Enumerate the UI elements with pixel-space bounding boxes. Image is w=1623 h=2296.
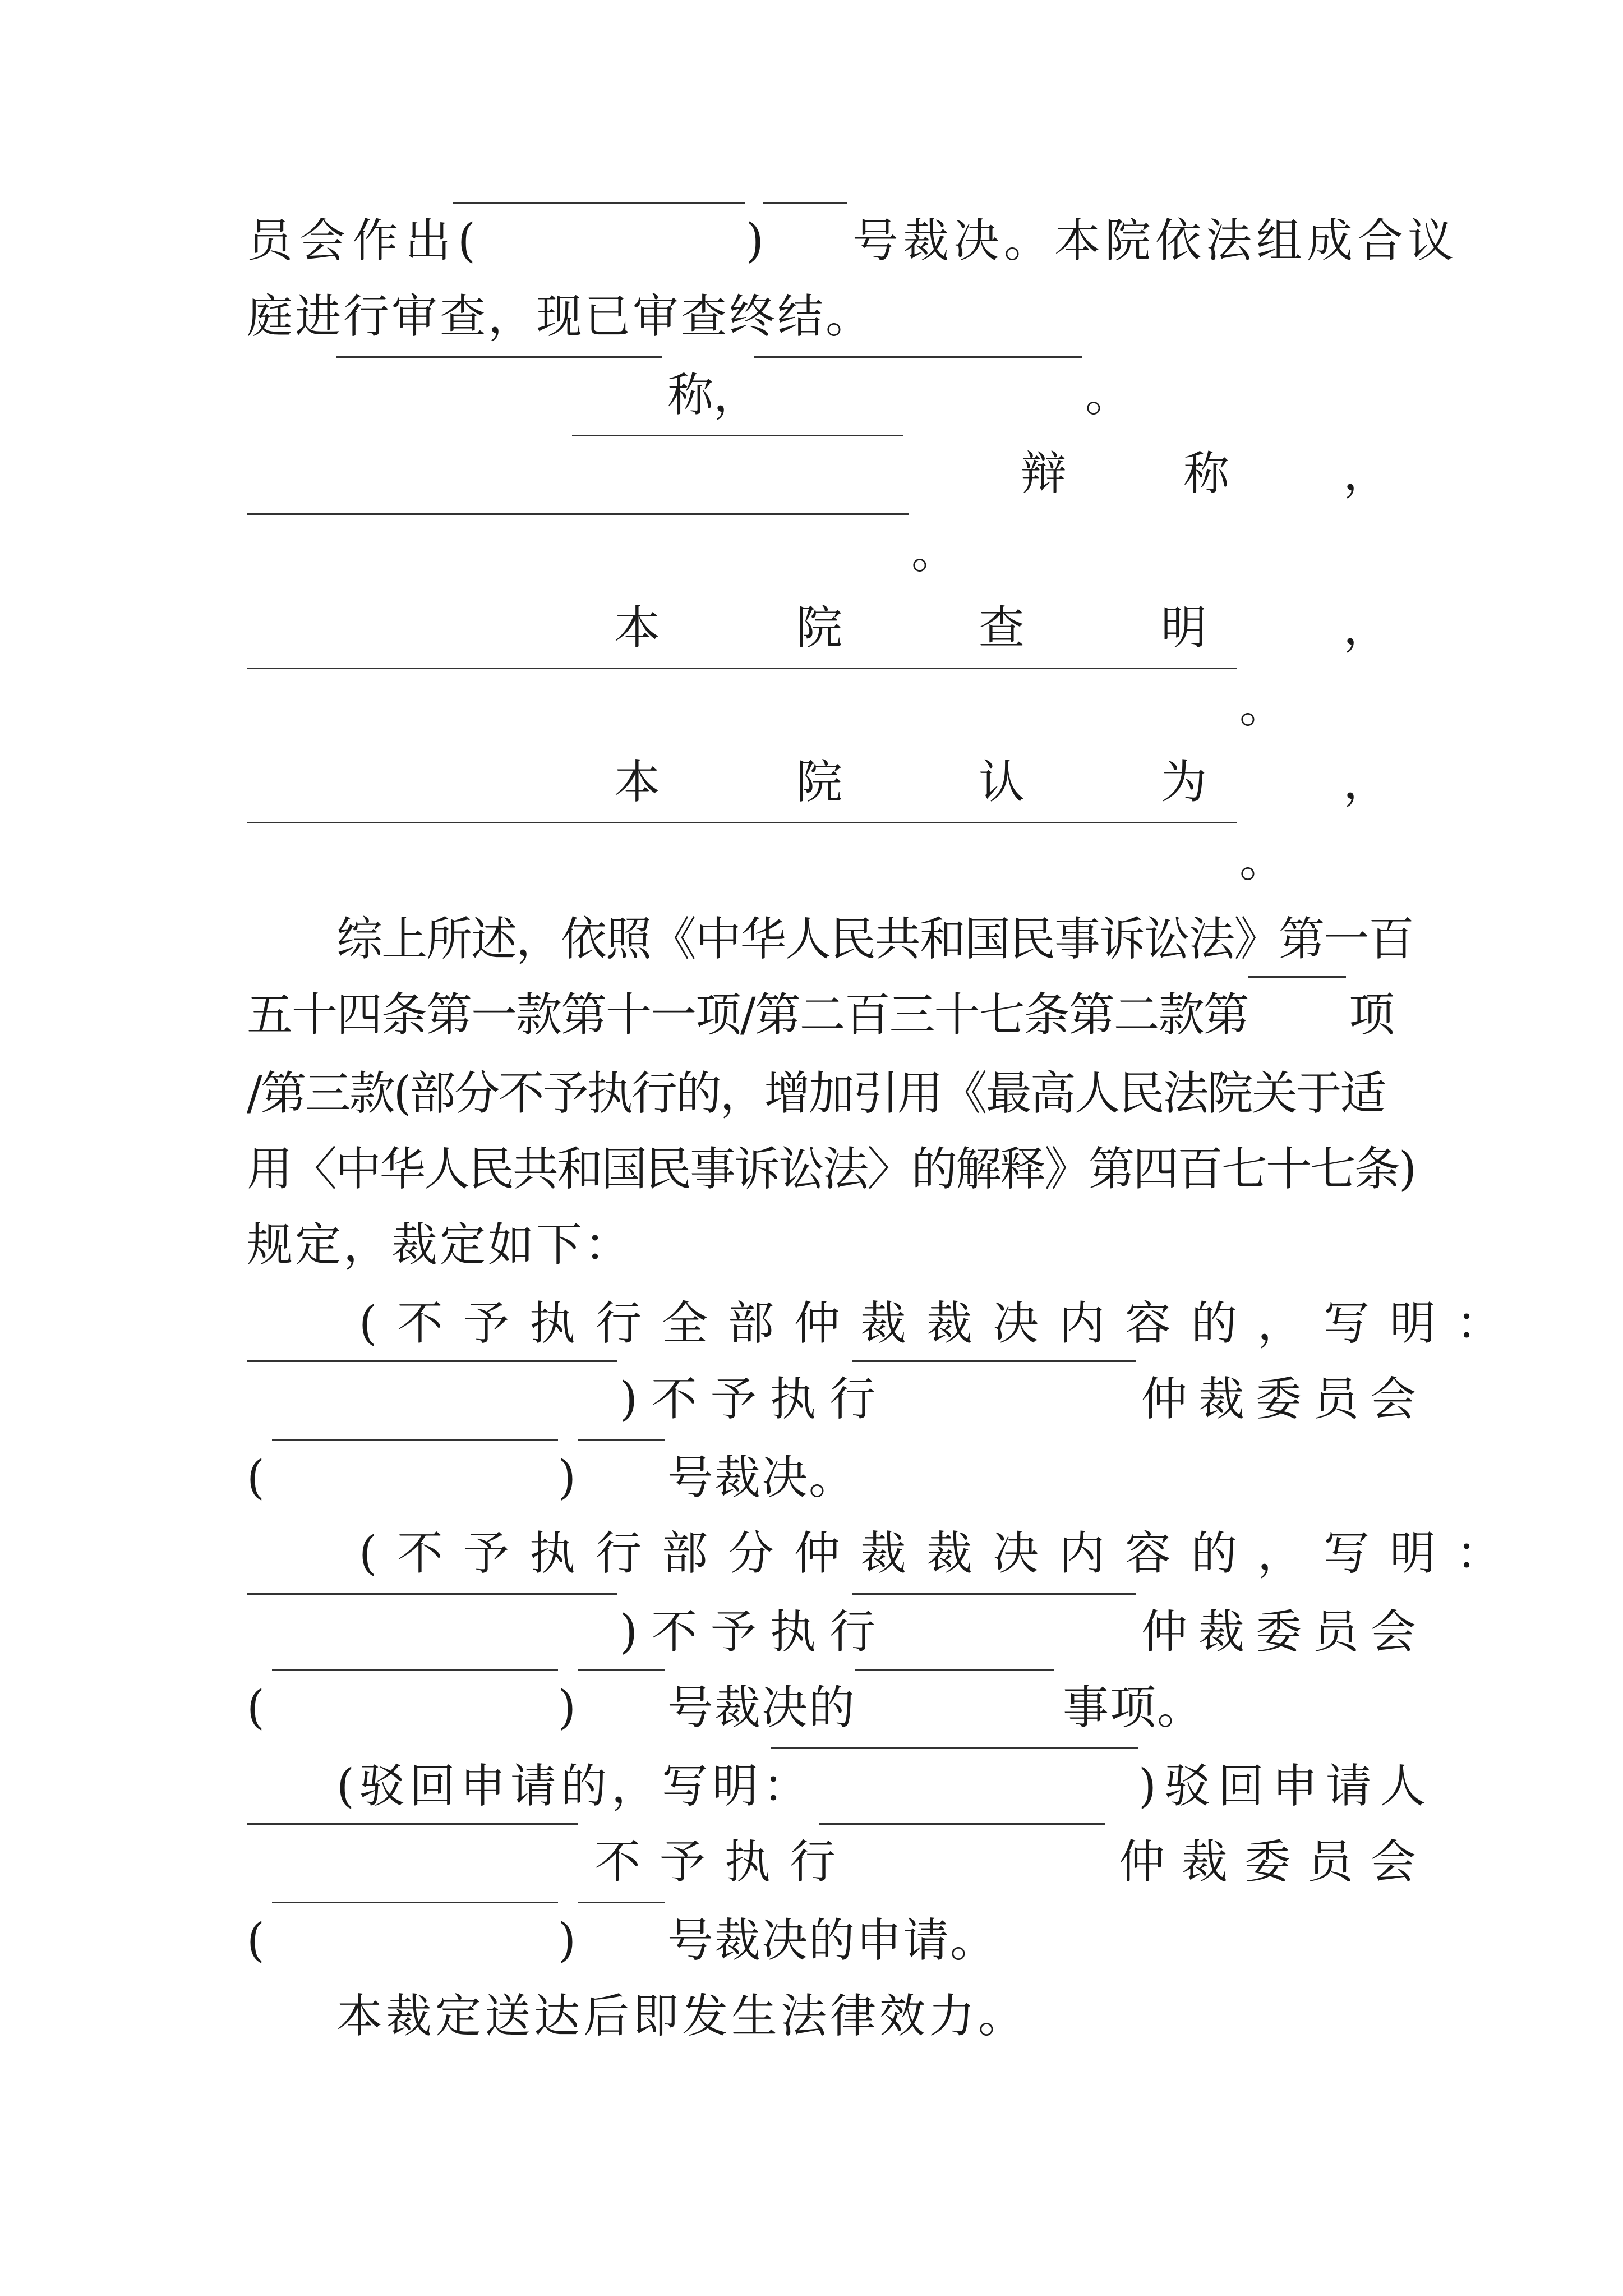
text-segment: ( [247,1681,265,1734]
text-segment: (不予执行部分仲裁裁决内容的，写明： [359,1527,1522,1580]
text-segment: 项 [1349,988,1395,1042]
text-segment: )驳回申请人 [1138,1760,1433,1813]
text-segment: ) [558,1681,576,1734]
text-segment: 辩 [1021,447,1067,500]
text-segment: ， [1343,756,1390,809]
text-segment: ( [247,1451,265,1504]
text-segment: 号裁决。 [667,1451,856,1504]
text-segment: ) [558,1451,576,1504]
text-segment: 。 [1085,369,1132,422]
text-segment: 仲裁委员会 [1141,1605,1428,1659]
fill-blank [272,1669,558,1671]
fill-blank [1248,976,1346,978]
text-segment: 事项。 [1063,1681,1205,1734]
text-segment: 用〈中华人民共和国民事诉讼法〉的解释》第四百七十七条) [247,1143,1415,1196]
fill-blank [272,1902,558,1903]
text-segment: 称 [1183,447,1230,500]
text-segment: 本 [614,756,661,809]
text-segment: ， [1343,601,1390,655]
fill-blank [578,1439,665,1441]
text-segment: 本裁定送达后即发生法律效力。 [336,1990,1028,2043]
text-segment: 明 [1161,601,1207,655]
text-segment: 五十四条第一款第十一项/第二百三十七条第二款第 [247,988,1248,1042]
text-segment: ) [746,214,764,268]
fill-blank [771,1747,1138,1749]
fill-blank [819,1823,1105,1825]
text-segment: 不予执行 [594,1835,855,1889]
text-segment: 庭进行审查，现已审查终结。 [247,290,874,343]
text-segment: 仲裁委员会 [1141,1373,1428,1426]
text-segment: 号裁决。本院依法组成合议 [852,214,1459,268]
fill-blank [572,435,903,436]
text-segment: (驳回申请的，写明： [336,1760,813,1813]
text-segment: 号裁决的申请。 [667,1914,998,1967]
text-segment: 称， [667,369,760,422]
fill-blank [247,513,909,515]
text-segment: ( [247,1914,265,1967]
text-segment: 院 [796,601,843,655]
text-segment: 为 [1161,756,1207,809]
fill-blank [247,822,1237,823]
fill-blank [852,1360,1136,1362]
text-segment: /第三款(部分不予执行的，增加引用《最高人民法院关于适 [247,1067,1385,1120]
fill-blank [763,202,847,204]
text-segment: (不予执行全部仲裁裁决内容的，写明： [359,1297,1522,1350]
text-segment: 。 [1239,680,1286,733]
text-segment: 仲裁委员会 [1119,1835,1433,1889]
fill-blank [855,1669,1054,1671]
fill-blank [247,668,1237,669]
fill-blank [578,1669,665,1671]
fill-blank [578,1902,665,1903]
text-segment: 综上所述，依照《中华人民共和国民事诉讼法》第一百 [336,913,1414,966]
fill-blank [247,1593,617,1595]
fill-blank [754,356,1082,358]
text-segment: ) [558,1914,576,1967]
fill-blank [336,356,662,358]
text-segment: 查 [979,601,1025,655]
text-segment: 本 [614,601,661,655]
text-segment: )不予执行 [620,1605,889,1659]
text-segment: 认 [979,756,1025,809]
text-segment: 。 [1239,834,1286,887]
fill-blank [453,202,745,204]
fill-blank [852,1593,1136,1595]
text-segment: ， [1343,447,1390,500]
text-segment: 号裁决的 [667,1681,856,1734]
text-segment: 员会作出( [247,214,482,268]
text-segment: 规定，裁定如下： [247,1218,633,1272]
text-segment: 。 [911,526,958,579]
text-segment: 院 [796,756,843,809]
fill-blank [272,1439,558,1441]
text-segment: )不予执行 [620,1373,889,1426]
fill-blank [247,1823,578,1825]
fill-blank [247,1360,617,1362]
